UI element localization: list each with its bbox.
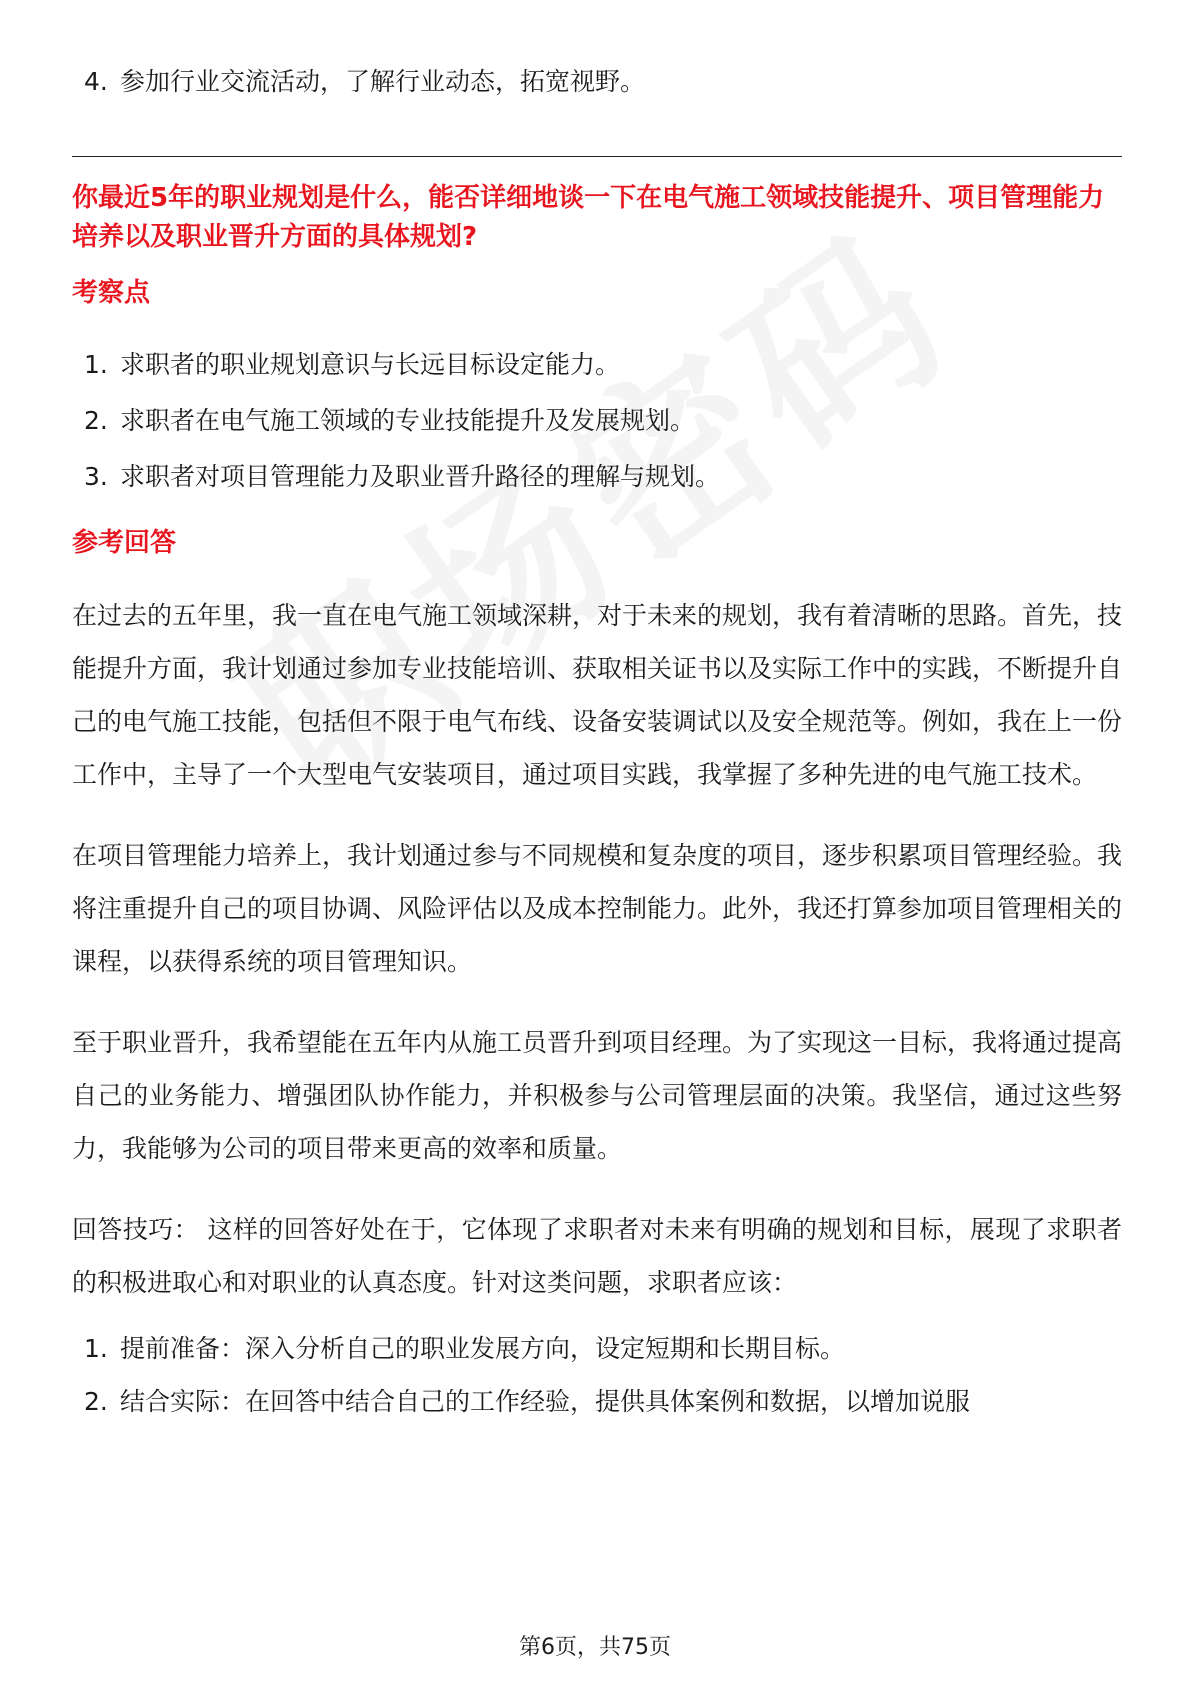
answer-paragraph: 在项目管理能力培养上，我计划通过参与不同规模和复杂度的项目，逐步积累项目管理经验。我将注重提升自己的项目协调、风险评估以及成本控制能力。此外，我还打算参加项目管理相关的课程，以获得系统的项目管理知识。 [72, 841, 1123, 976]
section-divider [72, 156, 1122, 157]
list-number: 4. [84, 67, 108, 96]
answer-paragraph: 至于职业晋升，我希望能在五年内从施工员晋升到项目经理。为了实现这一目标，我将通过提高自己的业务能力、增强团队协作能力，并积极参与公司管理层面的决策。我坚信，通过这些努力，我能够为公司的项目带来更高的效率和质量。 [72, 1028, 1123, 1163]
list-text: 求职者对项目管理能力及职业晋升路径的理解与规划。 [120, 462, 721, 491]
list-text: 求职者的职业规划意识与长远目标设定能力。 [120, 350, 621, 379]
page-footer: 第6页，共75页 [519, 1635, 671, 1660]
section-title-kaochadian: 考察点 [72, 278, 151, 308]
list-text: 求职者在电气施工领域的专业技能提升及发展规划。 [120, 406, 696, 435]
tips-list [72, 1329, 1122, 1422]
list-text: 结合实际：在回答中结合自己的工作经验，提供具体案例和数据，以增加说服 [120, 1387, 971, 1416]
document-page [72, 0, 1122, 1435]
list-item [72, 457, 1122, 497]
list-item [72, 1382, 1122, 1422]
question-heading: 你最近5年的职业规划是什么，能否详细地谈一下在电气施工领域技能提升、项目管理能力培养以及职业晋升方面的具体规划? [72, 183, 1105, 252]
list-text: 提前准备：深入分析自己的职业发展方向，设定短期和长期目标。 [120, 1334, 846, 1363]
list-number: 1. [84, 350, 108, 379]
list-item [72, 345, 1122, 385]
section-title-cankao: 参考回答 [72, 528, 177, 558]
list-text: 参加行业交流活动，了解行业动态，拓宽视野。 [120, 67, 646, 96]
tips-paragraph: 回答技巧： 这样的回答好处在于，它体现了求职者对未来有明确的规划和目标，展现了求职者的积极进取心和对职业的认真态度。针对这类问题，求职者应该： [72, 1215, 1122, 1297]
list-number: 2. [84, 1387, 108, 1416]
list-number: 2. [84, 406, 108, 435]
list-item [72, 62, 1122, 102]
list-number: 1. [84, 1334, 108, 1363]
answer-paragraph: 在过去的五年里，我一直在电气施工领域深耕，对于未来的规划，我有着清晰的思路。首先，技能提升方面，我计划通过参加专业技能培训、获取相关证书以及实际工作中的实践，不断提升自己的电气施工技能，包括但不限于电气布线、设备安装调试以及安全规范等。例如，我在上一份工作中，主导了一个大型电气安装项目，通过项目实践，我掌握了多种先进的电气施工技术。 [72, 601, 1123, 789]
points-list [72, 345, 1122, 497]
list-item [72, 1329, 1122, 1369]
list-item [72, 401, 1122, 441]
list-number: 3. [84, 462, 108, 491]
